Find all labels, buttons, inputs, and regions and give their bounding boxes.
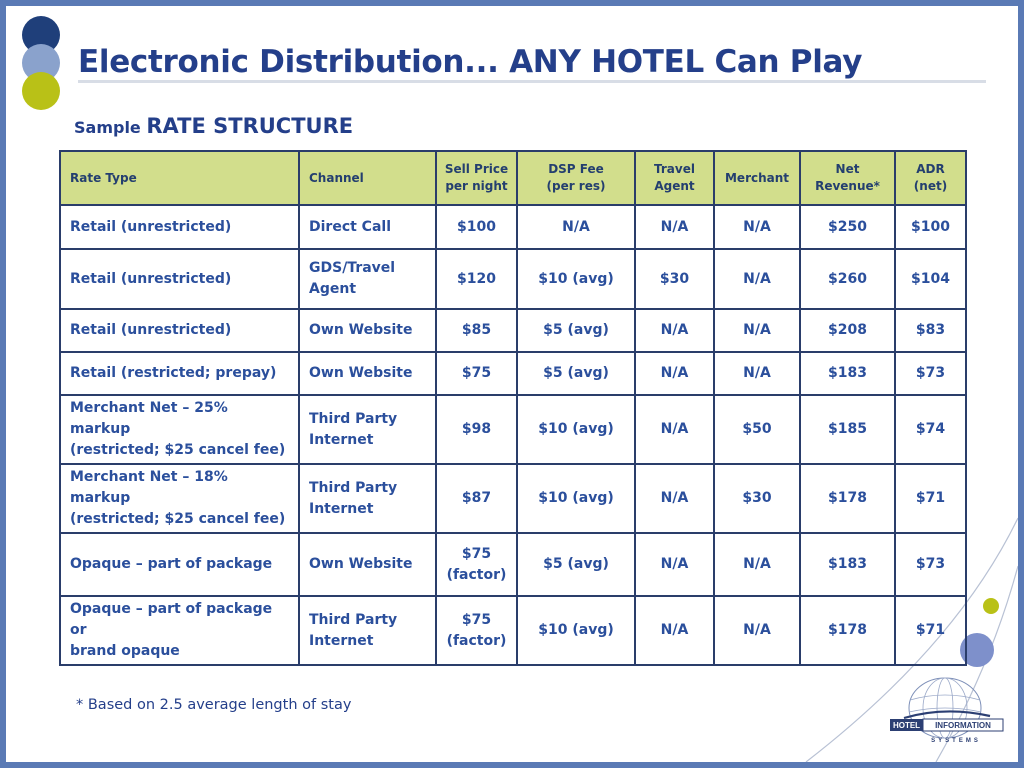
cell-net-revenue: $183 bbox=[800, 533, 895, 596]
caption-small: Sample bbox=[74, 118, 141, 137]
footnote: * Based on 2.5 average length of stay bbox=[76, 697, 352, 713]
cell-net-revenue: $250 bbox=[800, 205, 895, 249]
cell-adr: $74 bbox=[895, 395, 966, 464]
cell-merchant: N/A bbox=[714, 249, 800, 309]
cell-rate-type: Merchant Net – 18% markup (restricted; $25 cancel fee) bbox=[60, 464, 299, 533]
cell-rate-type: Retail (unrestricted) bbox=[60, 309, 299, 352]
table-row bbox=[60, 352, 966, 395]
cell-sell-price: $75 (factor) bbox=[436, 596, 517, 665]
logo-word-systems: SYSTEMS bbox=[931, 738, 981, 744]
cell-dsp-fee: $5 (avg) bbox=[517, 309, 635, 352]
cell-travel-agent: N/A bbox=[635, 533, 714, 596]
cell-dsp-fee: N/A bbox=[517, 205, 635, 249]
cell-merchant: N/A bbox=[714, 596, 800, 665]
cell-net-revenue: $185 bbox=[800, 395, 895, 464]
cell-merchant: $50 bbox=[714, 395, 800, 464]
cell-travel-agent: N/A bbox=[635, 464, 714, 533]
caption-large: RATE STRUCTURE bbox=[146, 114, 354, 138]
cell-sell-price: $98 bbox=[436, 395, 517, 464]
cell-channel: Own Website bbox=[299, 352, 436, 395]
cell-travel-agent: N/A bbox=[635, 205, 714, 249]
cell-sell-price: $120 bbox=[436, 249, 517, 309]
cell-rate-type: Retail (unrestricted) bbox=[60, 205, 299, 249]
cell-rate-type: Opaque – part of package bbox=[60, 533, 299, 596]
rate-structure-table bbox=[59, 150, 967, 666]
cell-adr: $73 bbox=[895, 533, 966, 596]
cell-merchant: N/A bbox=[714, 352, 800, 395]
header-rate-type: Rate Type bbox=[60, 151, 299, 205]
cell-dsp-fee: $10 (avg) bbox=[517, 249, 635, 309]
cell-travel-agent: N/A bbox=[635, 596, 714, 665]
table-row bbox=[60, 596, 966, 665]
cell-merchant: N/A bbox=[714, 205, 800, 249]
cell-net-revenue: $183 bbox=[800, 352, 895, 395]
cell-rate-type: Opaque – part of package or brand opaque bbox=[60, 596, 299, 665]
cell-channel: Own Website bbox=[299, 533, 436, 596]
cell-channel: Third Party Internet bbox=[299, 395, 436, 464]
cell-sell-price: $100 bbox=[436, 205, 517, 249]
cell-net-revenue: $178 bbox=[800, 596, 895, 665]
slide-title: Electronic Distribution... ANY HOTEL Can Play bbox=[78, 44, 863, 80]
header-travel-agent: Travel Agent bbox=[635, 151, 714, 205]
cell-travel-agent: $30 bbox=[635, 249, 714, 309]
cell-sell-price: $75 bbox=[436, 352, 517, 395]
header-dsp-fee: DSP Fee (per res) bbox=[517, 151, 635, 205]
table-row bbox=[60, 249, 966, 309]
cell-dsp-fee: $5 (avg) bbox=[517, 533, 635, 596]
logo-word-information: INFORMATION bbox=[935, 721, 991, 730]
table-row bbox=[60, 464, 966, 533]
cell-dsp-fee: $10 (avg) bbox=[517, 395, 635, 464]
table-row bbox=[60, 533, 966, 596]
cell-channel: GDS/Travel Agent bbox=[299, 249, 436, 309]
cell-sell-price: $87 bbox=[436, 464, 517, 533]
slide bbox=[6, 6, 1018, 762]
cell-net-revenue: $208 bbox=[800, 309, 895, 352]
cell-sell-price: $75 (factor) bbox=[436, 533, 517, 596]
cell-travel-agent: N/A bbox=[635, 352, 714, 395]
cell-adr: $83 bbox=[895, 309, 966, 352]
cell-channel: Third Party Internet bbox=[299, 596, 436, 665]
header-channel: Channel bbox=[299, 151, 436, 205]
header-net-revenue: Net Revenue* bbox=[800, 151, 895, 205]
header-sell-price: Sell Price per night bbox=[436, 151, 517, 205]
hotel-information-systems-logo bbox=[884, 674, 1006, 754]
cell-net-revenue: $260 bbox=[800, 249, 895, 309]
header-adr: ADR (net) bbox=[895, 151, 966, 205]
small-lime-dot bbox=[983, 598, 999, 614]
cell-dsp-fee: $10 (avg) bbox=[517, 464, 635, 533]
table-row bbox=[60, 309, 966, 352]
cell-adr: $71 bbox=[895, 464, 966, 533]
cell-dsp-fee: $10 (avg) bbox=[517, 596, 635, 665]
cell-merchant: $30 bbox=[714, 464, 800, 533]
cell-rate-type: Merchant Net – 25% markup (restricted; $25 cancel fee) bbox=[60, 395, 299, 464]
header-merchant: Merchant bbox=[714, 151, 800, 205]
cell-travel-agent: N/A bbox=[635, 309, 714, 352]
table-row bbox=[60, 395, 966, 464]
table-header-row bbox=[60, 151, 966, 205]
cell-rate-type: Retail (restricted; prepay) bbox=[60, 352, 299, 395]
logo-word-hotel: HOTEL bbox=[892, 721, 921, 730]
cell-dsp-fee: $5 (avg) bbox=[517, 352, 635, 395]
cell-adr: $73 bbox=[895, 352, 966, 395]
cell-travel-agent: N/A bbox=[635, 395, 714, 464]
table-row bbox=[60, 205, 966, 249]
cell-adr: $71 bbox=[895, 596, 966, 665]
cell-adr: $104 bbox=[895, 249, 966, 309]
cell-rate-type: Retail (unrestricted) bbox=[60, 249, 299, 309]
cell-channel: Own Website bbox=[299, 309, 436, 352]
cell-sell-price: $85 bbox=[436, 309, 517, 352]
cell-merchant: N/A bbox=[714, 309, 800, 352]
cell-channel: Direct Call bbox=[299, 205, 436, 249]
cell-adr: $100 bbox=[895, 205, 966, 249]
cell-merchant: N/A bbox=[714, 533, 800, 596]
cell-channel: Third Party Internet bbox=[299, 464, 436, 533]
cell-net-revenue: $178 bbox=[800, 464, 895, 533]
